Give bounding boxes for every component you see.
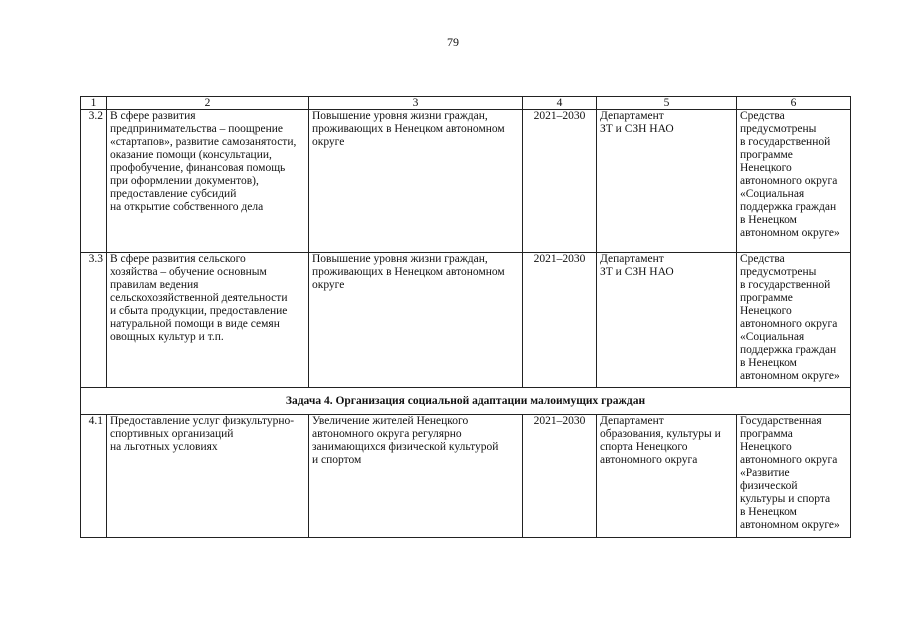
executor-text: Департамент ЗТ и СЗН НАО xyxy=(597,253,737,388)
executor-text: Департамент ЗТ и СЗН НАО xyxy=(597,110,737,253)
years-text: 2021–2030 xyxy=(523,415,597,538)
row-number: 3.2 xyxy=(81,110,107,253)
measure-text: В сфере развития сельского хозяйства – обучение основным правилам ведения сельскохозяйственной деятельности и сбыта продукции, предоставление натуральной помощи в виде семян овощных культур и т.п. xyxy=(107,253,309,388)
page-number: 79 xyxy=(447,35,459,49)
column-header: 1 xyxy=(81,97,107,110)
measure-text: Предоставление услуг физкультурно- спортивных организаций на льготных условиях xyxy=(107,415,309,538)
funding-source-text: Средства предусмотрены в государственной программе Ненецкого автономного округа «Социальная поддержка граждан в Ненецком автономном округе» xyxy=(737,110,851,253)
years-text: 2021–2030 xyxy=(523,110,597,253)
task-heading: Задача 4. Организация социальной адаптации малоимущих граждан xyxy=(81,388,851,415)
row-number: 4.1 xyxy=(81,415,107,538)
task-heading-row xyxy=(81,388,851,415)
column-header: 2 xyxy=(107,97,309,110)
table-row xyxy=(81,415,851,538)
row-number: 3.3 xyxy=(81,253,107,388)
funding-source-text: Государственная программа Ненецкого автономного округа «Развитие физической культуры и спорта в Ненецком автономном округе» xyxy=(737,415,851,538)
table-row xyxy=(81,253,851,388)
result-text: Повышение уровня жизни граждан, проживающих в Ненецком автономном округе xyxy=(309,253,523,388)
column-header: 6 xyxy=(737,97,851,110)
result-text: Увеличение жителей Ненецкого автономного округа регулярно занимающихся физической культурой и спортом xyxy=(309,415,523,538)
measures-table xyxy=(80,96,851,538)
column-header: 5 xyxy=(597,97,737,110)
funding-source-text: Средства предусмотрены в государственной программе Ненецкого автономного округа «Социальная поддержка граждан в Ненецком автономном округе» xyxy=(737,253,851,388)
column-header: 4 xyxy=(523,97,597,110)
column-number-header-row xyxy=(81,97,851,110)
executor-text: Департамент образования, культуры и спорта Ненецкого автономного округа xyxy=(597,415,737,538)
years-text: 2021–2030 xyxy=(523,253,597,388)
table-row xyxy=(81,110,851,253)
measure-text: В сфере развития предпринимательства – поощрение «стартапов», развитие самозанятости, оказание помощи (консультации, профобучение, финансовая помощь при оформлении документов), предоставление субсидий на открытие собственного дела xyxy=(107,110,309,253)
result-text: Повышение уровня жизни граждан, проживающих в Ненецком автономном округе xyxy=(309,110,523,253)
column-header: 3 xyxy=(309,97,523,110)
